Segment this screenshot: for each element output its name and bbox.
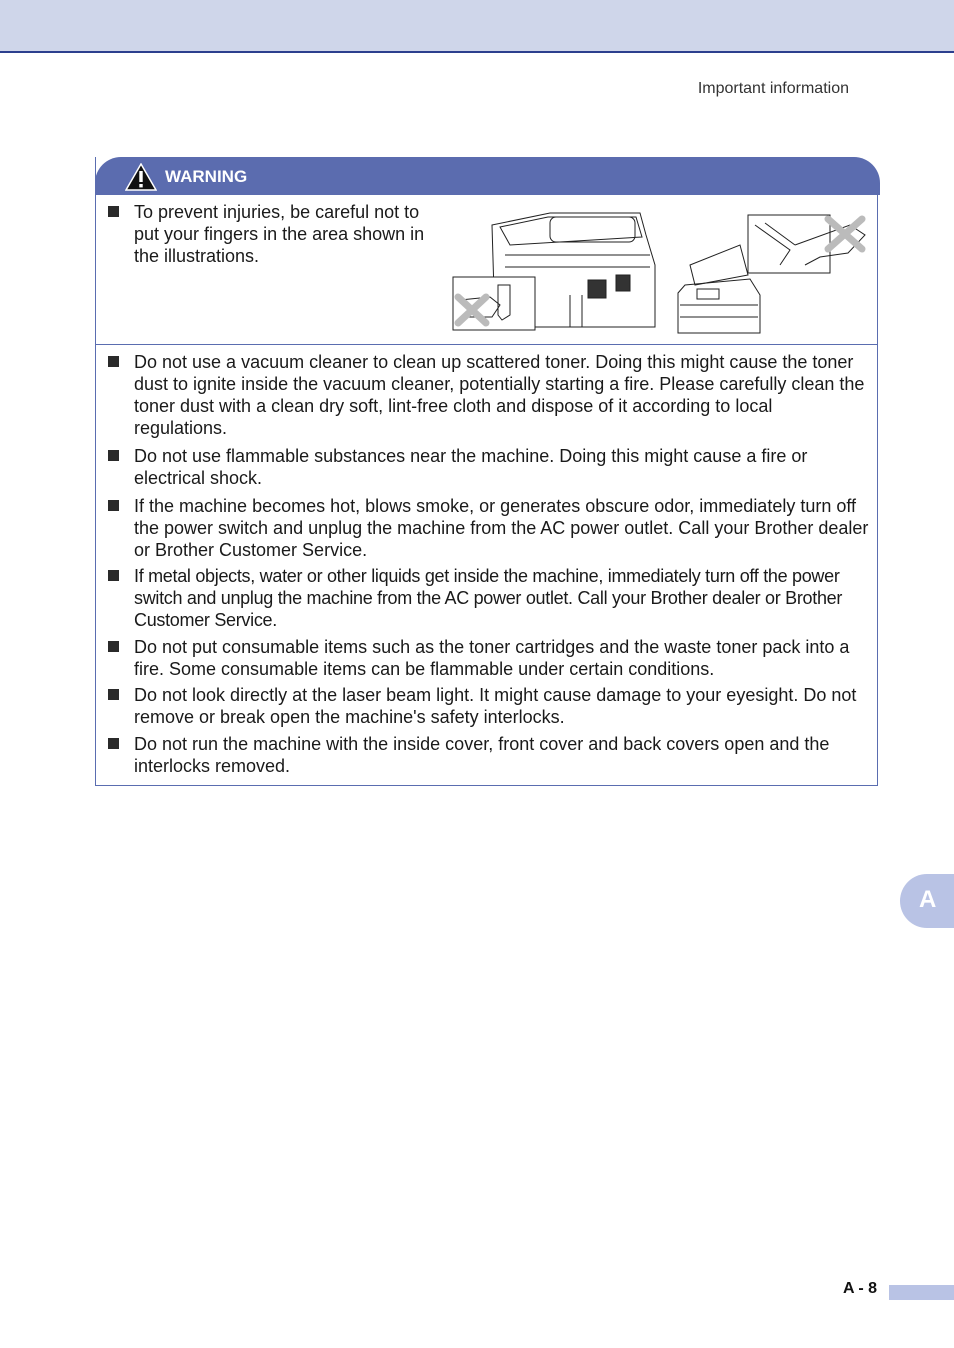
section-title: Important information (697, 80, 849, 97)
bullet-square (108, 689, 119, 700)
warning-intro-text: To prevent injuries, be careful not to put your fingers in the area shown in the illustrations. (134, 202, 425, 266)
warning-item-text: Do not use a vacuum cleaner to clean up scattered toner. Doing this might cause the toner dust to ignite inside the vacuum cleaner, potentially starting a fire. Please carefully clean the toner dust with a clean dry soft, lint-free cloth and dispose of it according to local regulations. (134, 352, 865, 438)
warning-item-text: Do not put consumable items such as the toner cartridges and the waste toner pack into a fire. Some consumable items can be flammable under certain conditions. (134, 637, 850, 679)
finger-caution-illustration (450, 205, 870, 335)
top-header-band (0, 0, 954, 53)
bullet-square (108, 450, 119, 461)
page-number: A - 8 (843, 1280, 878, 1297)
warning-item-text: If metal objects, water or other liquids get inside the machine, immediately turn off the power switch and unplug the machine from the AC power outlet. Call your Brother dealer or Brother Customer Service. (134, 566, 843, 630)
appendix-tab-label: A (919, 886, 937, 913)
warning-item-text: Do not look directly at the laser beam light. It might cause damage to your eyesight. Do not remove or break open the machine's safety interlocks. (134, 685, 857, 727)
warning-label: WARNING (165, 167, 248, 186)
bullet-square (108, 500, 119, 511)
warning-header (95, 157, 880, 195)
bullet-square (108, 738, 119, 749)
bullet-square (108, 641, 119, 652)
bullet-square (108, 356, 119, 367)
bullet-square (108, 206, 119, 217)
bullet-square (108, 570, 119, 581)
warning-divider (96, 344, 878, 345)
warning-item-text: Do not use flammable substances near the machine. Doing this might cause a fire or electrical shock. (134, 446, 808, 488)
warning-triangle-icon (125, 163, 157, 191)
warning-item-text: Do not run the machine with the inside cover, front cover and back covers open and the interlocks removed. (134, 734, 830, 776)
warning-item-text: If the machine becomes hot, blows smoke, or generates obscure odor, immediately turn off the power switch and unplug the machine from the AC power outlet. Call your Brother dealer or Brother Customer Service. (134, 496, 869, 560)
page-number-bar (889, 1285, 954, 1300)
appendix-tab (900, 874, 954, 928)
